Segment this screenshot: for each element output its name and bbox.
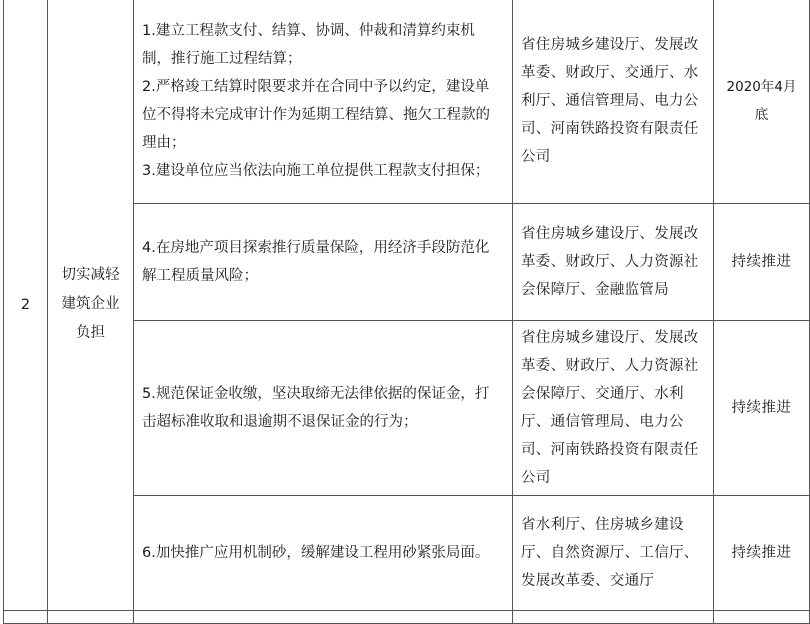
- measure-item: 2.严格竣工结算时限要求并在合同中予以约定，建设单位不得将未完成审计作为延期工程结算、拖欠工程款的理由；: [142, 79, 490, 151]
- department-text: 省住房城乡建设厅、发展改革委、财政厅、交通厅、水利厅、通信管理局、电力公司、河南铁路投资有限责任公司: [521, 37, 699, 165]
- deadline-cell: [714, 0, 810, 204]
- measure-item: 1.建立工程款支付、结算、协调、仲裁和清算约束机制，推行施工过程结算；: [142, 23, 475, 67]
- task-cell: [48, 0, 134, 611]
- task-label: 切实减轻建筑企业负担: [61, 267, 120, 341]
- department-text: 省住房城乡建设厅、发展改革委、财政厅、人力资源社会保障厅、金融监管局: [521, 226, 699, 298]
- table-row-next: [4, 611, 810, 624]
- measure-item: 5.规范保证金收缴，坚决取缔无法律依据的保证金，打击超标准收取和退逾期不退保证金的行为；: [142, 386, 490, 430]
- department-cell: [513, 0, 714, 204]
- measure-cell: [134, 204, 513, 321]
- measure-item: 4.在房地产项目探索推行质量保险，用经济手段防范化解工程质量风险；: [142, 240, 490, 284]
- next-row-cell: [4, 611, 48, 624]
- deadline-cell: [714, 496, 810, 611]
- policy-task-table: [3, 0, 810, 624]
- measure-item: 3.建设单位应当依法向施工单位提供工程款支付担保；: [142, 163, 490, 179]
- deadline-text: 持续推进: [731, 400, 792, 416]
- row-number-cell: [4, 0, 48, 611]
- deadline-cell: [714, 321, 810, 496]
- measure-cell: [134, 496, 513, 611]
- next-row-cell: [714, 611, 810, 624]
- department-text: 省水利厅、住房城乡建设厅、自然资源厅、工信厅、发展改革委、交通厅: [521, 517, 699, 589]
- department-cell: [513, 321, 714, 496]
- department-text: 省住房城乡建设厅、发展改革委、财政厅、人力资源社会保障厅、交通厅、水利厅、通信管理局、电力公司、河南铁路投资有限责任公司: [521, 330, 699, 486]
- measure-item: 6.加快推广应用机制砂，缓解建设工程用砂紧张局面。: [142, 545, 490, 561]
- next-row-cell: [134, 611, 513, 624]
- table-row: [4, 0, 810, 204]
- department-cell: [513, 204, 714, 321]
- deadline-text: 持续推进: [731, 254, 792, 270]
- measure-cell: [134, 321, 513, 496]
- deadline-text: 2020年4月底: [726, 79, 797, 123]
- next-row-cell: [48, 611, 134, 624]
- measure-cell: [134, 0, 513, 204]
- department-cell: [513, 496, 714, 611]
- deadline-text: 持续推进: [731, 545, 792, 561]
- row-number: 2: [20, 296, 31, 313]
- deadline-cell: [714, 204, 810, 321]
- next-row-cell: [513, 611, 714, 624]
